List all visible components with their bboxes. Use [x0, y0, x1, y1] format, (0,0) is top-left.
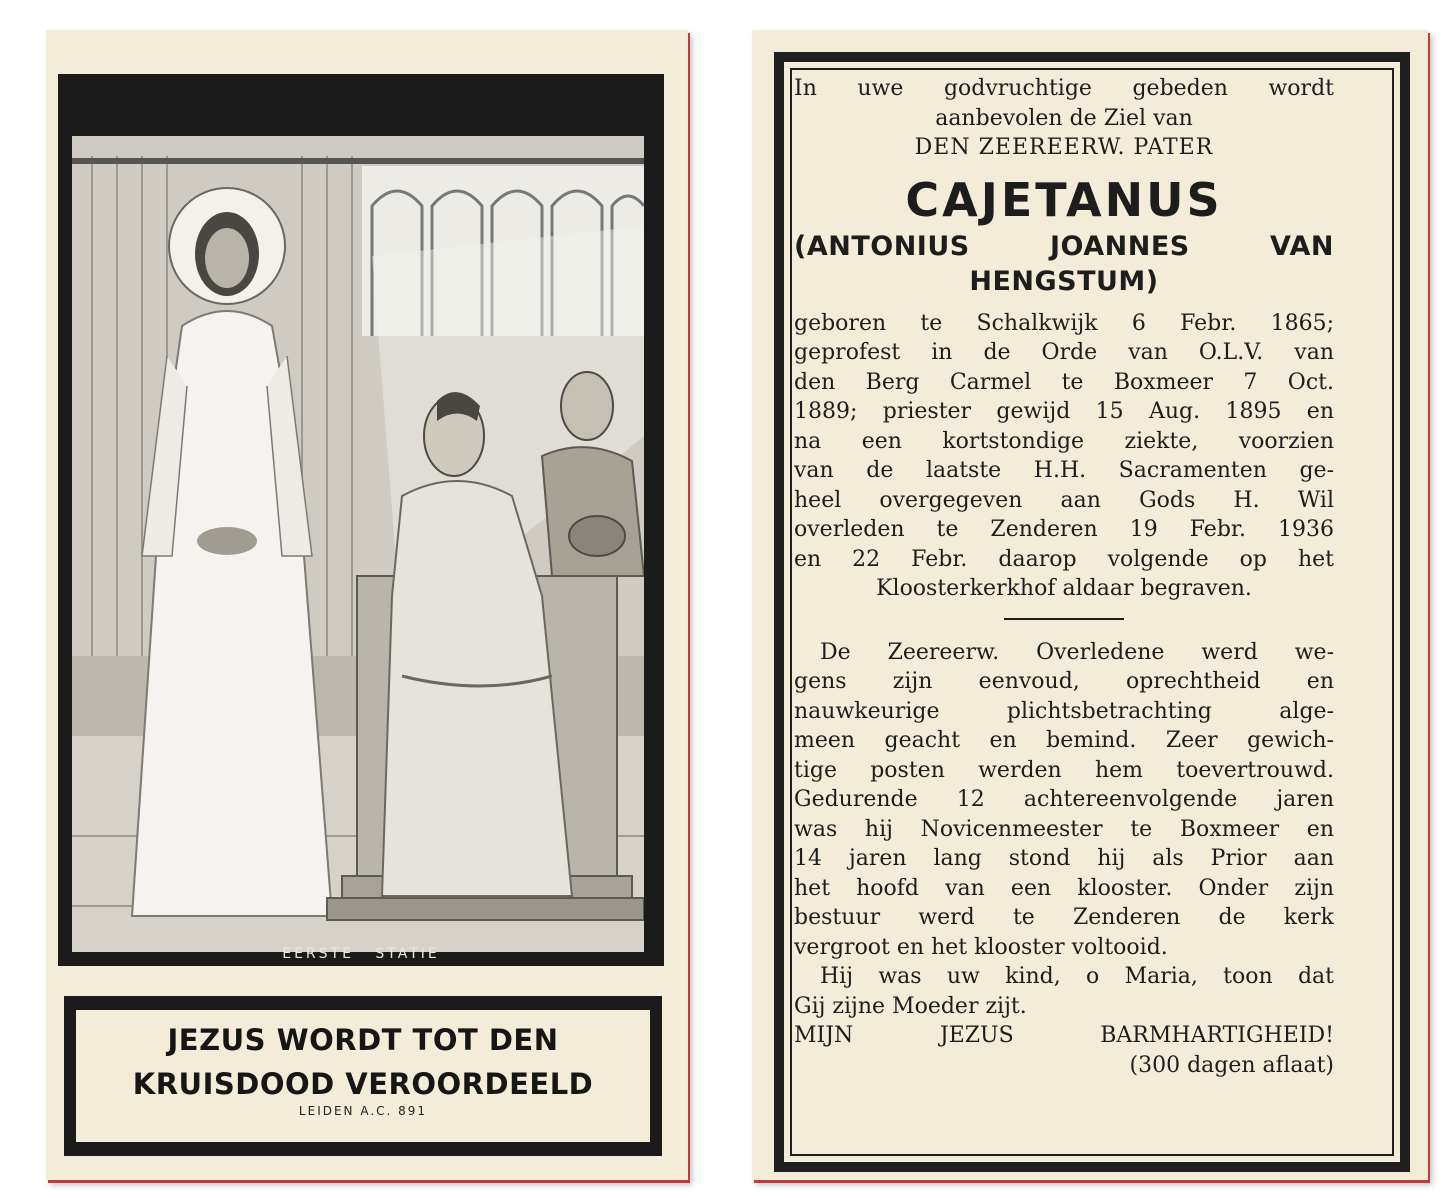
- eulogy-line: het hoofd van een klooster. Onder zijn: [794, 875, 1334, 901]
- caption-line-1: JEZUS WORDT TOT DEN: [167, 1023, 559, 1057]
- eulogy-line: was hij Novicenmeester te Boxmeer en: [794, 816, 1334, 842]
- memorial-text: [794, 74, 1334, 1080]
- bio-line: geboren te Schalkwijk 6 Febr. 1865;: [794, 310, 1334, 336]
- bio-line: geprofest in de Orde van O.L.V. van: [794, 340, 1334, 365]
- devotional-picture-card: [46, 30, 688, 1180]
- picture-frame: [58, 74, 664, 966]
- bio-line: 1889; priester gewijd 15 Aug. 1895 en: [794, 399, 1334, 424]
- eulogy-line: gens zijn eenvoud, oprechtheid en: [794, 669, 1334, 694]
- eulogy-line: bestuur werd te Zenderen de kerk: [794, 905, 1334, 930]
- eulogy-line-last: vergroot en het klooster voltooid.: [794, 934, 1168, 960]
- invocation: MIJN JEZUS BARMHARTIGHEID!: [794, 1023, 1334, 1048]
- caption-box: [76, 1010, 650, 1142]
- deceased-title: DEN ZEEREERW. PATER: [914, 135, 1214, 160]
- divider-rule: [1004, 618, 1124, 620]
- caption-line-2: KRUISDOOD VEROORDEELD: [132, 1067, 594, 1101]
- bio-line: na een kortstondige ziekte, voorzien: [794, 428, 1334, 454]
- jesus-condemned-illustration: [72, 136, 644, 952]
- eulogy-line: meen geacht en bemind. Zeer gewich-: [794, 728, 1334, 753]
- biography: [794, 309, 1334, 604]
- bio-line: den Berg Carmel te Boxmeer 7 Oct.: [794, 369, 1334, 395]
- deceased-name: CAJETANUS: [905, 172, 1223, 227]
- prayer-line-2: Gij zijne Moeder zijt.: [794, 993, 1027, 1019]
- intro-line-1: In uwe godvruchtige gebeden wordt: [794, 76, 1334, 101]
- indulgence-note: (300 dagen aflaat): [1129, 1052, 1334, 1078]
- bio-line: overleden te Zenderen 19 Febr. 1936: [794, 517, 1334, 542]
- eulogy-line: De Zeereerw. Overledene werd we-: [820, 639, 1334, 665]
- bio-line: van de laatste H.H. Sacramenten ge-: [794, 458, 1334, 483]
- intro-line-2: aanbevolen de Ziel van: [935, 105, 1193, 131]
- eulogy: [794, 638, 1334, 963]
- fullname-line-1: (ANTONIUS JOANNES VAN: [794, 230, 1334, 262]
- station-label: EERSTE STATIE: [282, 946, 440, 962]
- printer-mark: LEIDEN A.C. 891: [298, 1104, 428, 1118]
- memorial-text-card: [752, 30, 1428, 1180]
- caption-frame: [64, 996, 662, 1156]
- eulogy-line: 14 jaren lang stond hij als Prior aan: [794, 846, 1334, 871]
- bio-line-last: Kloosterkerkhof aldaar begraven.: [876, 576, 1252, 601]
- prayer-line-1: Hij was uw kind, o Maria, toon dat: [820, 964, 1334, 989]
- bio-line: en 22 Febr. daarop volgende op het: [794, 546, 1334, 572]
- eulogy-line: tige posten werden hem toevertrouwd.: [794, 757, 1334, 783]
- eulogy-line: nauwkeurige plichtsbetrachting alge-: [794, 698, 1334, 724]
- station-illustration: [72, 136, 644, 952]
- eulogy-line: Gedurende 12 achtereenvolgende jaren: [794, 787, 1334, 812]
- bio-line: heel overgegeven aan Gods H. Wil: [794, 487, 1334, 513]
- fullname-line-2: HENGSTUM): [969, 265, 1159, 297]
